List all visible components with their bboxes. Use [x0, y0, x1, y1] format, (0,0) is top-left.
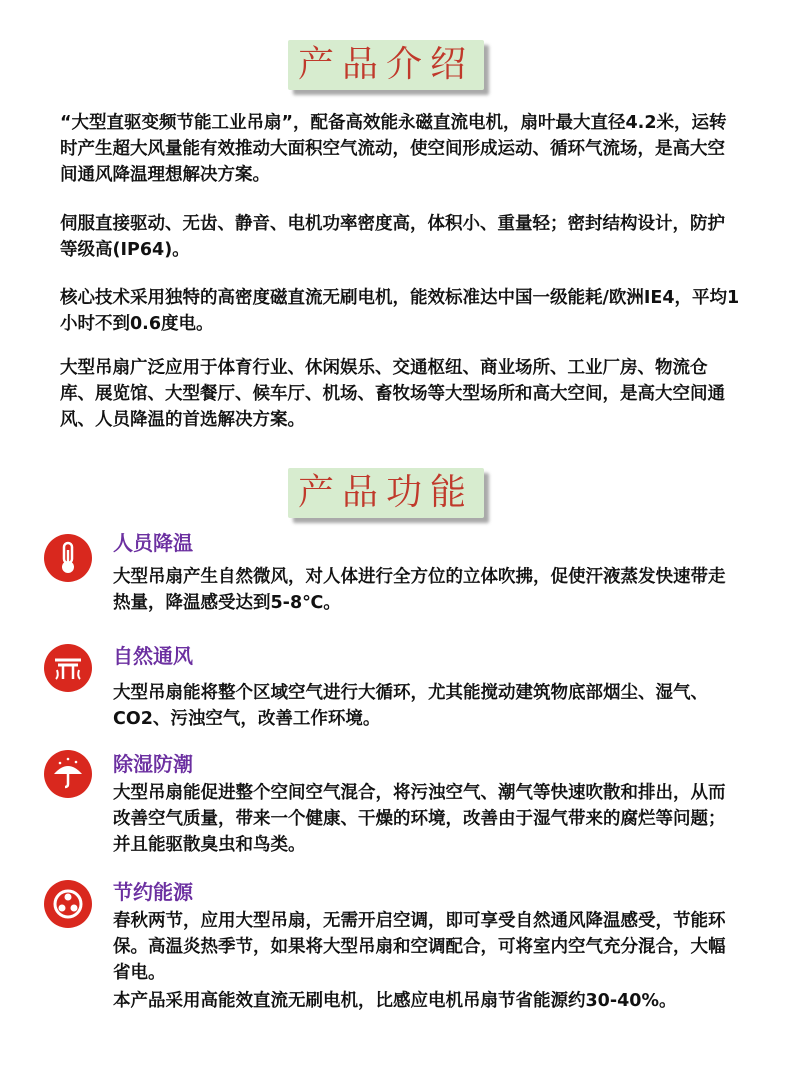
recycle-icon: [44, 880, 92, 928]
intro-paragraph: “大型直驱变频节能工业吊扇”，配备高效能永磁直流电机，扇叶最大直径4.2米，运转时产生超大风量能有效推动大面积空气流动，使空间形成运动、循环气流场，是高大空间通风降温理想解决方案。: [60, 113, 727, 185]
feature-text-cooling: 大型吊扇产生自然微风，对人体进行全方位的立体吹拂，促使汗液蒸发快速带走热量，降温感受达到5-8℃。: [113, 567, 726, 613]
feature-title-dehumidify: 除湿防潮: [113, 752, 193, 776]
feature-text-dehumidify: 大型吊扇能促进整个空间空气混合，将污浊空气、潮气等快速吹散和排出，从而改善空气质量，带来一个健康、干燥的环境，改善由于湿气带来的腐烂等问题；并且能驱散臭虫和鸟类。: [113, 783, 726, 855]
feature-text-ventilation: 大型吊扇能将整个区域空气进行大循环，尤其能搅动建筑物底部烟尘、湿气、CO2、污浊空气，改善工作环境。: [113, 683, 708, 729]
feature-text-energy: 春秋两节，应用大型吊扇，无需开启空调，即可享受自然通风降温感受，节能环保。高温炎热季节，如果将大型吊扇和空调配合，可将室内空气充分混合，大幅省电。: [113, 911, 726, 983]
intro-section-title: 产品介绍: [288, 40, 484, 90]
umbrella-icon: [44, 750, 92, 798]
features-section-title: 产品功能: [288, 468, 484, 518]
intro-paragraph: 伺服直接驱动、无齿、静音、电机功率密度高，体积小、重量轻；密封结构设计，防护等级高(IP64)。: [60, 214, 725, 260]
feature-title-ventilation: 自然通风: [113, 644, 193, 668]
intro-paragraph: 大型吊扇广泛应用于体育行业、休闲娱乐、交通枢纽、商业场所、工业厂房、物流仓库、展览馆、大型餐厅、候车厅、机场、畜牧场等大型场所和高大空间，是高大空间通风、人员降温的首选解决方案。: [60, 358, 725, 430]
thermometer-icon: [44, 534, 92, 582]
feature-title-energy: 节约能源: [113, 880, 193, 904]
feature-text-energy-2: 本产品采用高能效直流无刷电机，比感应电机吊扇节省能源约30-40%。: [113, 991, 677, 1011]
ventilation-icon: [44, 644, 92, 692]
intro-paragraph: 核心技术采用独特的高密度磁直流无刷电机，能效标准达中国一级能耗/欧洲IE4，平均1小时不到0.6度电。: [60, 288, 740, 334]
feature-title-cooling: 人员降温: [113, 531, 193, 555]
